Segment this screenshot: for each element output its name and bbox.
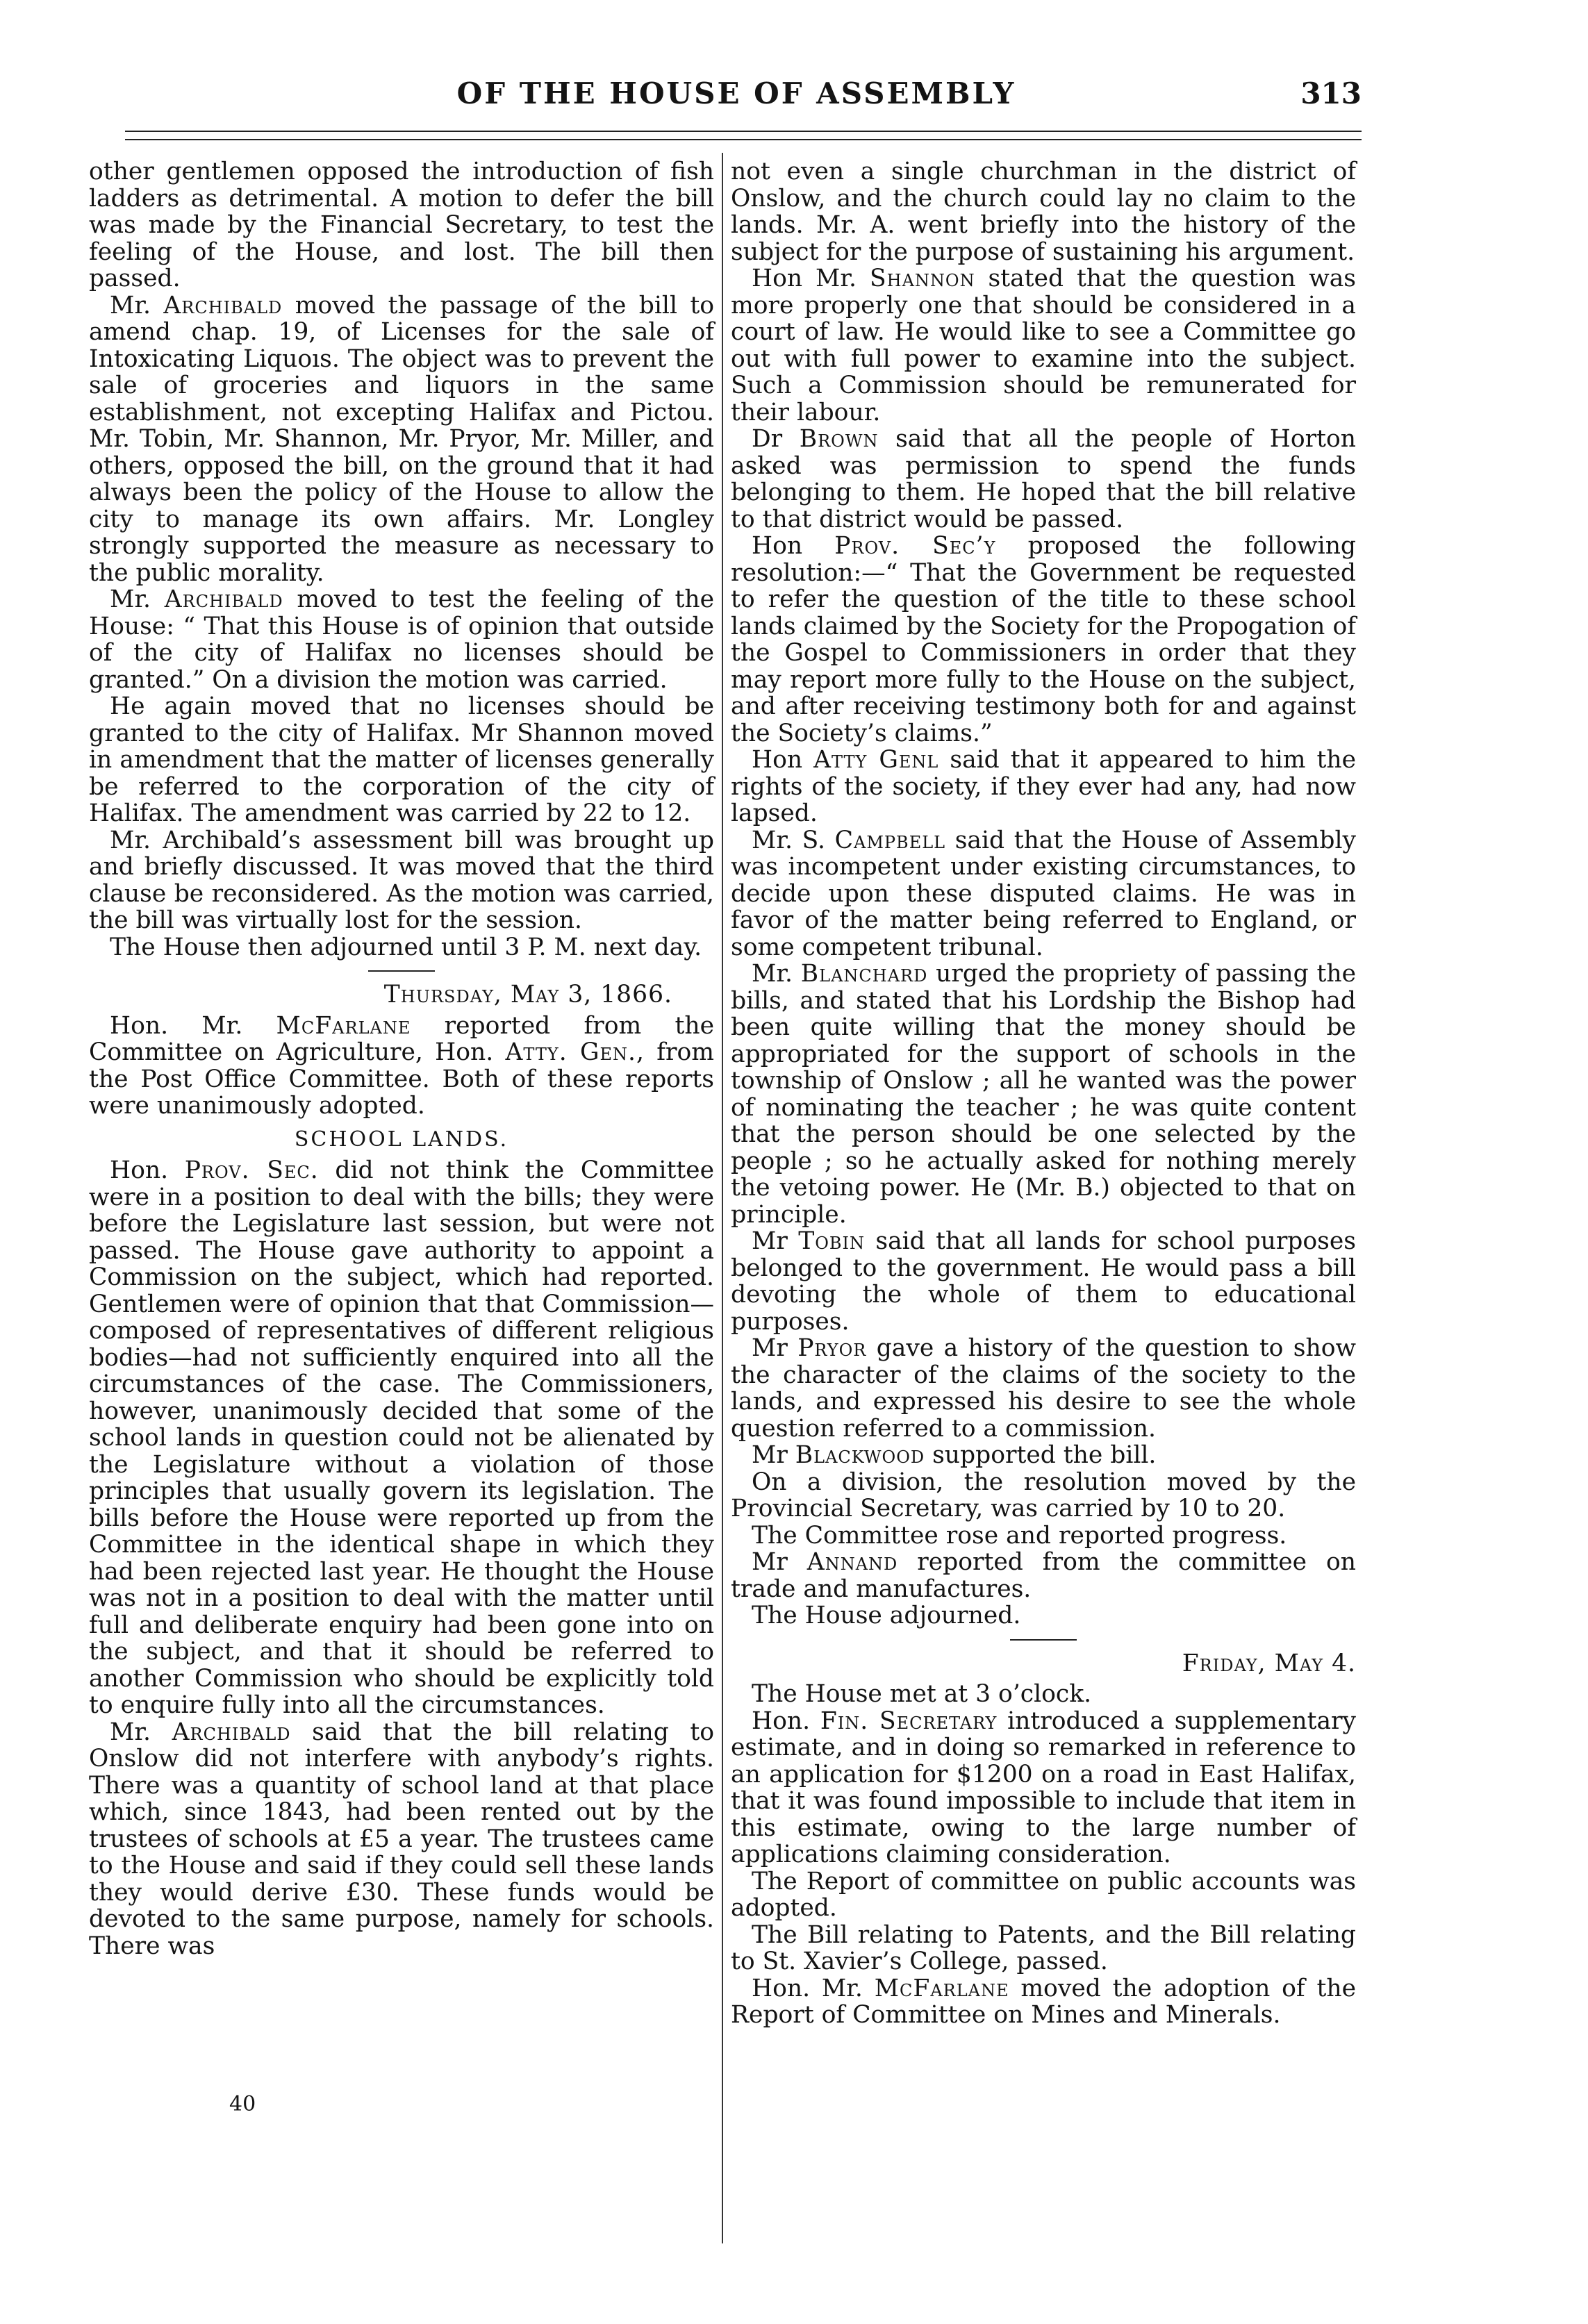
speaker-name: Blackwood — [795, 1441, 925, 1469]
header-rule-top — [125, 131, 1362, 132]
column-divider — [722, 153, 723, 2243]
speaker-name: Archibald — [164, 586, 283, 613]
speaker-name: Archibald — [163, 291, 283, 319]
section-rule — [368, 970, 435, 972]
paragraph: Mr Pryor gave a history of the question to show the character of the claims of the society to the lands, and expressed his desire to see the whole question referred to a commission. — [731, 1334, 1357, 1443]
speaker-name: Archibald — [172, 1718, 291, 1746]
page-number: 313 — [1300, 76, 1362, 110]
paragraph: Mr. Archibald moved the passage of the bill to amend chap. 19, of Licenses for the sale of Intoxicating Liquoıs. The object was to prevent the sale of groceries and liquors in the same establishment, not excepting Halifax and Pictou. Mr. Tobin, Mr. Shannon, Mr. Pryor, Mr. Miller, and others, opposed the bill, on the ground that it had always been the policy of the House to allow the city to manage its own affairs. Mr. Longley strongly supported the measure as necessary to the public morality. — [89, 291, 714, 587]
speaker-name: Shannon — [870, 265, 975, 292]
date-heading: Friday, May 4. — [1182, 1649, 1356, 1677]
paragraph: The House adjourned. — [752, 1602, 1021, 1629]
speaker-name: Fin. Secretary — [820, 1707, 998, 1735]
paragraph: The House met at 3 o’clock. — [752, 1680, 1092, 1708]
paragraph: Mr. Archibald moved to test the feeling of the House: “ That this House is of opinion that outside of the city of Halifax no licenses should be granted.” On a division the motion was carried. — [89, 586, 714, 694]
paragraph: The Report of committee on public accounts was adopted. — [731, 1867, 1356, 1922]
paragraph: not even a single churchman in the district of Onslow, and the church could lay no claim to the lands. Mr. A. went briefly into the history of the subject for the purpose of sustaining his argument. — [731, 158, 1356, 266]
paragraph: The Bill relating to Patents, and the Bill relating to St. Xavier’s College, passed. — [731, 1920, 1356, 1975]
paragraph: The Committee rose and reported progress. — [752, 1521, 1287, 1550]
paragraph: Hon. Mr. McFarlane reported from the Committee on Agriculture, Hon. Atty. Gen., from the Post Office Committee. Both of these reports were unanimously adopted. — [89, 1011, 715, 1120]
speaker-name: Campbell — [834, 826, 946, 854]
speaker-name: Brown — [799, 425, 879, 453]
speaker-name: Annand — [807, 1548, 898, 1576]
paragraph: He again moved that no licenses should be granted to the city of Halifax. Mr Shannon moved in amendment that the matter of licenses generally be referred to the corporation of the city of Halifax. The amendment was carried by 22 to 12. — [89, 692, 714, 827]
speaker-name: Prov. Sec’y — [834, 532, 996, 560]
section-rule — [1010, 1639, 1077, 1641]
paragraph: Mr. Archibald said that the bill relating to Onslow did not interfere with anybody’s rights. There was a quantity of school land at that place which, since 1843, had been rented out by the trustees of schools at £5 a year. The trustees came to the House and said if they could sell these lands they would derive £30. These funds would be devoted to the same purpose, namely for schools. There was — [89, 1718, 714, 1960]
speaker-name: Prov. Sec. — [184, 1156, 319, 1184]
paragraph: Mr. Blanchard urged the propriety of passing the bills, and stated that his Lordship the Bishop had been quite willing that the money should be appropriated for the support of schools in the township of Onslow ; all he wanted was the power of nominating the teacher ; he was quite content that the person should be one selected by the people ; so he actually asked for nothing merely the vetoing power. He (Mr. B.) objected to that on principle. — [731, 960, 1356, 1229]
paragraph: Mr. Archibald’s assessment bill was brought up and briefly discussed. It was moved that the third clause be reconsidered. As the motion was carried, the bill was virtually lost for the session. — [89, 826, 714, 934]
speaker-name: Pryor — [797, 1334, 867, 1362]
section-heading: SCHOOL LANDS. — [294, 1127, 509, 1152]
speaker-name: Atty Genl — [813, 746, 939, 774]
paragraph: Hon Atty Genl said that it appeared to him the rights of the society, if they ever had any, had now lapsed. — [731, 746, 1357, 827]
left-column — [89, 158, 714, 2242]
paragraph: Hon. Mr. McFarlane moved the adoption of the Report of Committee on Mines and Minerals. — [731, 1974, 1357, 2029]
date-heading: Thursday, May 3, 1866. — [383, 981, 672, 1009]
right-column — [731, 158, 1356, 2242]
paragraph: Hon. Fin. Secretary introduced a supplementary estimate, and in doing so remarked in reference to an application for $1200 on a road in East Halifax, that it was found impossible to include that item in this estimate, owing to the large number of applications claiming consideration. — [731, 1707, 1357, 1868]
header-rule-bottom — [125, 139, 1362, 140]
paragraph: Hon. Prov. Sec. did not think the Committee were in a position to deal with the bills; they were before the Legislature last session, but were not passed. The House gave authority to appoint a Commission on the subject, which had reported. Gentlemen were of opinion that that Commission—composed of representatives of different religious bodies—had not sufficiently enquired into all the circumstances of the case. The Commissioners, however, unanimously decided that some of the school lands in question could not be alienated by the Legislature without a violation of those principles that usually govern its legislation. The bills before the House were reported up from the Committee in the identical shape in which they had been rejected last year. He thought the House was not in a position to deal with the matter until full and deliberate enquiry had been gone into on the subject, and that it should be referred to another Commission who should be explicitly told to enquire fully into all the circumstances. — [89, 1156, 715, 1719]
paragraph: Mr Tobin said that all lands for school purposes belonged to the government. He would pass a bill devoting the whole of them to educational purposes. — [731, 1227, 1356, 1336]
paragraph: Mr. S. Campbell said that the House of Assembly was incompetent under existing circumstances, to decide upon these disputed claims. He was in favor of the matter being referred to England, or some competent tribunal. — [731, 826, 1357, 961]
paragraph: Dr Brown said that all the people of Horton asked was permission to spend the funds belonging to them. He hoped that the bill relative to that district would be passed. — [731, 425, 1356, 533]
paragraph: other gentlemen opposed the introduction of fish ladders as detrimental. A motion to defer the bill was made by the Financial Secretary, to test the feeling of the House, and lost. The bill then passed. — [89, 158, 714, 292]
paragraph: The House then adjourned until 3 P. M. next day. — [110, 933, 702, 961]
speaker-name: Blanchard — [800, 960, 928, 988]
speaker-name: Tobin — [798, 1227, 865, 1255]
speaker-name: McFarlane — [276, 1011, 411, 1040]
paragraph: Hon Mr. Shannon stated that the question was more properly one that should be considered in a court of law. He would like to see a Committee go out with full power to examine into the subject. Such a Commission should be remunerated for their labour. — [731, 265, 1357, 426]
signature-mark: 40 — [229, 2092, 256, 2116]
running-title: OF THE HOUSE OF ASSEMBLY — [456, 76, 1016, 110]
paragraph: Mr Blackwood supported the bill. — [752, 1441, 1157, 1469]
paragraph: On a division, the resolution moved by the Provincial Secretary, was carried by 10 to 20. — [731, 1468, 1356, 1522]
page-header — [111, 76, 1362, 115]
paragraph: Hon Prov. Sec’y proposed the following resolution:—“ That the Government be requested to refer the question of the title to these school lands claimed by the Society for the Propogation of the Gospel to Commissioners in order that they may report more fully to the House on the subject, and after receiving testimony both for and against the Society’s claims.” — [731, 532, 1356, 747]
paragraph: Mr Annand reported from the committee on trade and manufactures. — [731, 1548, 1357, 1603]
speaker-name: McFarlane — [874, 1974, 1009, 2002]
speaker-name: Atty. Gen., — [505, 1038, 645, 1066]
